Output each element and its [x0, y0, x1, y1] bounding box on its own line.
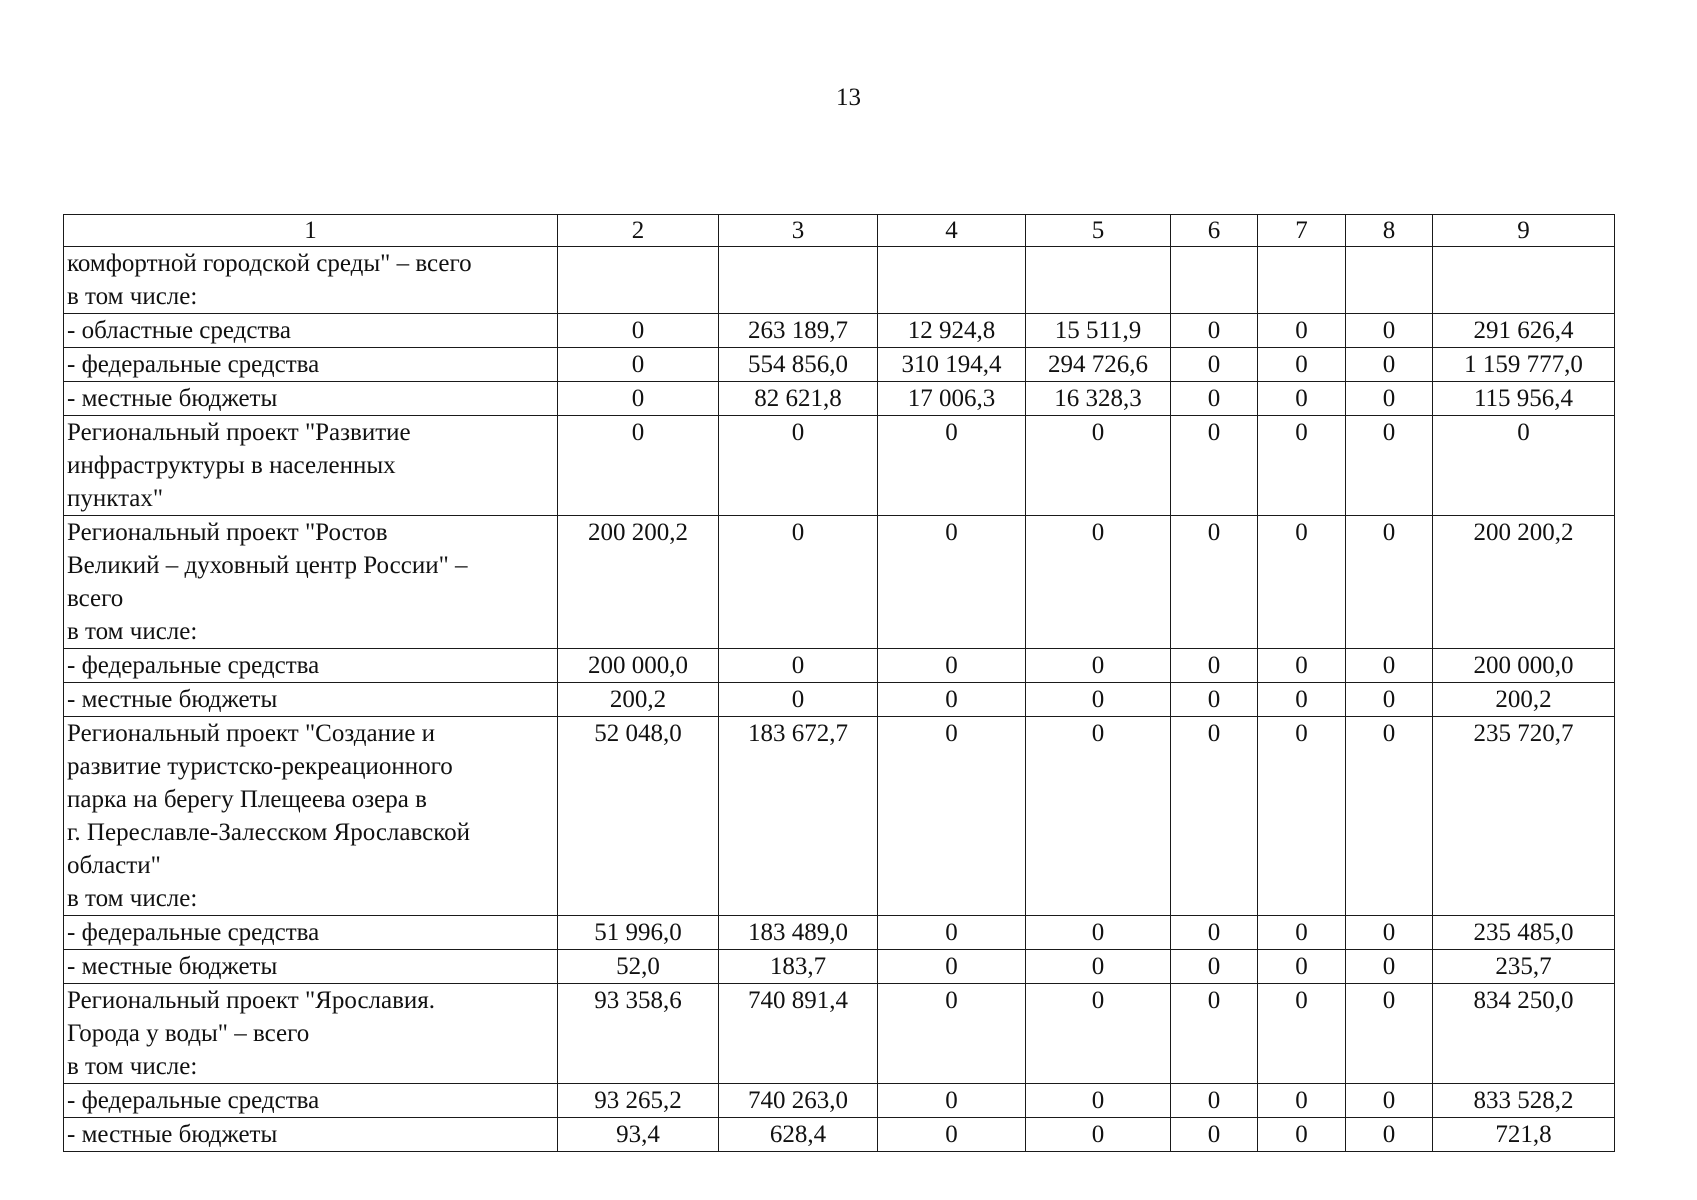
cell-value: 0: [1258, 1084, 1346, 1118]
cell-value: 0: [1346, 1118, 1433, 1152]
column-header: 7: [1258, 215, 1346, 247]
cell-value: 554 856,0: [719, 348, 878, 382]
cell-value: 0: [558, 348, 719, 382]
cell-value: [1258, 247, 1346, 314]
table-row: [64, 683, 1615, 717]
cell-value: 0: [1171, 516, 1258, 649]
cell-value: 0: [1433, 416, 1615, 516]
cell-value: 0: [1346, 416, 1433, 516]
cell-value: [1171, 247, 1258, 314]
cell-value: 310 194,4: [878, 348, 1026, 382]
cell-value: 0: [1171, 683, 1258, 717]
cell-value: 0: [1258, 314, 1346, 348]
cell-value: 183 672,7: [719, 717, 878, 916]
column-header: 4: [878, 215, 1026, 247]
table-row: [64, 314, 1615, 348]
cell-value: 0: [1026, 683, 1171, 717]
cell-value: 0: [1026, 649, 1171, 683]
cell-value: 294 726,6: [1026, 348, 1171, 382]
table-row: [64, 516, 1615, 649]
cell-value: 52,0: [558, 950, 719, 984]
row-label: - местные бюджеты: [64, 683, 558, 717]
cell-value: 0: [719, 516, 878, 649]
cell-value: 0: [878, 916, 1026, 950]
column-header: 3: [719, 215, 878, 247]
table-header-row: [64, 215, 1615, 247]
cell-value: 200 200,2: [1433, 516, 1615, 649]
cell-value: 0: [1346, 916, 1433, 950]
cell-value: 0: [1026, 1084, 1171, 1118]
row-label: - федеральные средства: [64, 1084, 558, 1118]
cell-value: 0: [1171, 649, 1258, 683]
cell-value: 51 996,0: [558, 916, 719, 950]
row-label: Региональный проект "Ярославия. Города у воды" – всего в том числе:: [64, 984, 558, 1084]
row-label: комфортной городской среды" – всего в том числе:: [64, 247, 558, 314]
cell-value: 16 328,3: [1026, 382, 1171, 416]
cell-value: 17 006,3: [878, 382, 1026, 416]
column-header: 9: [1433, 215, 1615, 247]
row-label: - местные бюджеты: [64, 382, 558, 416]
table-row: [64, 916, 1615, 950]
cell-value: 93 358,6: [558, 984, 719, 1084]
cell-value: 0: [1026, 416, 1171, 516]
cell-value: 0: [1258, 382, 1346, 416]
cell-value: 0: [1171, 1118, 1258, 1152]
cell-value: 0: [1171, 916, 1258, 950]
cell-value: 0: [878, 416, 1026, 516]
column-header: 2: [558, 215, 719, 247]
column-header: 8: [1346, 215, 1433, 247]
cell-value: 0: [1346, 516, 1433, 649]
cell-value: 0: [558, 314, 719, 348]
cell-value: 0: [1171, 950, 1258, 984]
cell-value: 235 485,0: [1433, 916, 1615, 950]
column-header: 6: [1171, 215, 1258, 247]
table-row: [64, 950, 1615, 984]
cell-value: [1346, 247, 1433, 314]
cell-value: [878, 247, 1026, 314]
page-number: 13: [836, 84, 861, 111]
cell-value: 0: [719, 683, 878, 717]
cell-value: 0: [1171, 1084, 1258, 1118]
cell-value: 0: [1171, 348, 1258, 382]
cell-value: 0: [1258, 649, 1346, 683]
cell-value: 834 250,0: [1433, 984, 1615, 1084]
cell-value: 291 626,4: [1433, 314, 1615, 348]
cell-value: 0: [1026, 516, 1171, 649]
cell-value: [1026, 247, 1171, 314]
cell-value: 0: [1026, 1118, 1171, 1152]
cell-value: 0: [1026, 916, 1171, 950]
cell-value: 0: [719, 416, 878, 516]
cell-value: 740 263,0: [719, 1084, 878, 1118]
cell-value: [558, 247, 719, 314]
cell-value: 0: [1026, 950, 1171, 984]
cell-value: 0: [1171, 717, 1258, 916]
cell-value: 721,8: [1433, 1118, 1615, 1152]
cell-value: 0: [878, 950, 1026, 984]
cell-value: 0: [878, 649, 1026, 683]
table-row: [64, 247, 1615, 314]
cell-value: 0: [1346, 950, 1433, 984]
cell-value: 0: [1026, 717, 1171, 916]
row-label: - местные бюджеты: [64, 1118, 558, 1152]
cell-value: 0: [1346, 382, 1433, 416]
cell-value: 0: [878, 984, 1026, 1084]
cell-value: 0: [878, 717, 1026, 916]
row-label: Региональный проект "Создание и развитие туристско-рекреационного парка на берегу Плещеева озера в г. Переславле-Залесском Ярославской области" в том числе:: [64, 717, 558, 916]
cell-value: 0: [1258, 348, 1346, 382]
cell-value: 0: [1258, 683, 1346, 717]
cell-value: 200 200,2: [558, 516, 719, 649]
row-label: - федеральные средства: [64, 649, 558, 683]
row-label: Региональный проект "Ростов Великий – духовный центр России" – всего в том числе:: [64, 516, 558, 649]
cell-value: 235,7: [1433, 950, 1615, 984]
cell-value: 0: [1346, 984, 1433, 1084]
cell-value: 740 891,4: [719, 984, 878, 1084]
table-row: [64, 348, 1615, 382]
cell-value: 15 511,9: [1026, 314, 1171, 348]
cell-value: 0: [558, 416, 719, 516]
cell-value: 0: [1346, 683, 1433, 717]
table-row: [64, 649, 1615, 683]
table-row: [64, 984, 1615, 1084]
cell-value: 0: [1258, 416, 1346, 516]
table-row: [64, 382, 1615, 416]
cell-value: [719, 247, 878, 314]
cell-value: 0: [878, 1084, 1026, 1118]
column-header: 5: [1026, 215, 1171, 247]
cell-value: 0: [558, 382, 719, 416]
cell-value: 0: [1171, 382, 1258, 416]
cell-value: 0: [878, 516, 1026, 649]
cell-value: 115 956,4: [1433, 382, 1615, 416]
row-label: - федеральные средства: [64, 348, 558, 382]
table-row: [64, 416, 1615, 516]
cell-value: 0: [1026, 984, 1171, 1084]
row-label: - областные средства: [64, 314, 558, 348]
row-label: - местные бюджеты: [64, 950, 558, 984]
cell-value: 0: [1258, 717, 1346, 916]
cell-value: 93,4: [558, 1118, 719, 1152]
table-row: [64, 1118, 1615, 1152]
cell-value: 0: [1258, 984, 1346, 1084]
cell-value: 263 189,7: [719, 314, 878, 348]
cell-value: 0: [1346, 717, 1433, 916]
cell-value: 200,2: [1433, 683, 1615, 717]
cell-value: 200 000,0: [1433, 649, 1615, 683]
cell-value: 93 265,2: [558, 1084, 719, 1118]
cell-value: 0: [1346, 1084, 1433, 1118]
cell-value: 200 000,0: [558, 649, 719, 683]
row-label: - федеральные средства: [64, 916, 558, 950]
cell-value: 628,4: [719, 1118, 878, 1152]
cell-value: 0: [1258, 516, 1346, 649]
cell-value: [1433, 247, 1615, 314]
cell-value: 0: [878, 683, 1026, 717]
cell-value: 1 159 777,0: [1433, 348, 1615, 382]
cell-value: 200,2: [558, 683, 719, 717]
cell-value: 0: [1346, 348, 1433, 382]
cell-value: 0: [1258, 916, 1346, 950]
column-header: 1: [64, 215, 558, 247]
cell-value: 52 048,0: [558, 717, 719, 916]
cell-value: 0: [1171, 984, 1258, 1084]
table-row: [64, 1084, 1615, 1118]
row-label: Региональный проект "Развитие инфраструктуры в населенных пунктах": [64, 416, 558, 516]
table-row: [64, 717, 1615, 916]
cell-value: 833 528,2: [1433, 1084, 1615, 1118]
cell-value: 235 720,7: [1433, 717, 1615, 916]
cell-value: 0: [1171, 416, 1258, 516]
cell-value: 183 489,0: [719, 916, 878, 950]
cell-value: 0: [878, 1118, 1026, 1152]
cell-value: 183,7: [719, 950, 878, 984]
cell-value: 0: [1258, 1118, 1346, 1152]
cell-value: 12 924,8: [878, 314, 1026, 348]
cell-value: 0: [1171, 314, 1258, 348]
cell-value: 0: [1258, 950, 1346, 984]
budget-table: [63, 214, 1615, 1152]
cell-value: 0: [1346, 649, 1433, 683]
cell-value: 0: [1346, 314, 1433, 348]
cell-value: 0: [719, 649, 878, 683]
cell-value: 82 621,8: [719, 382, 878, 416]
